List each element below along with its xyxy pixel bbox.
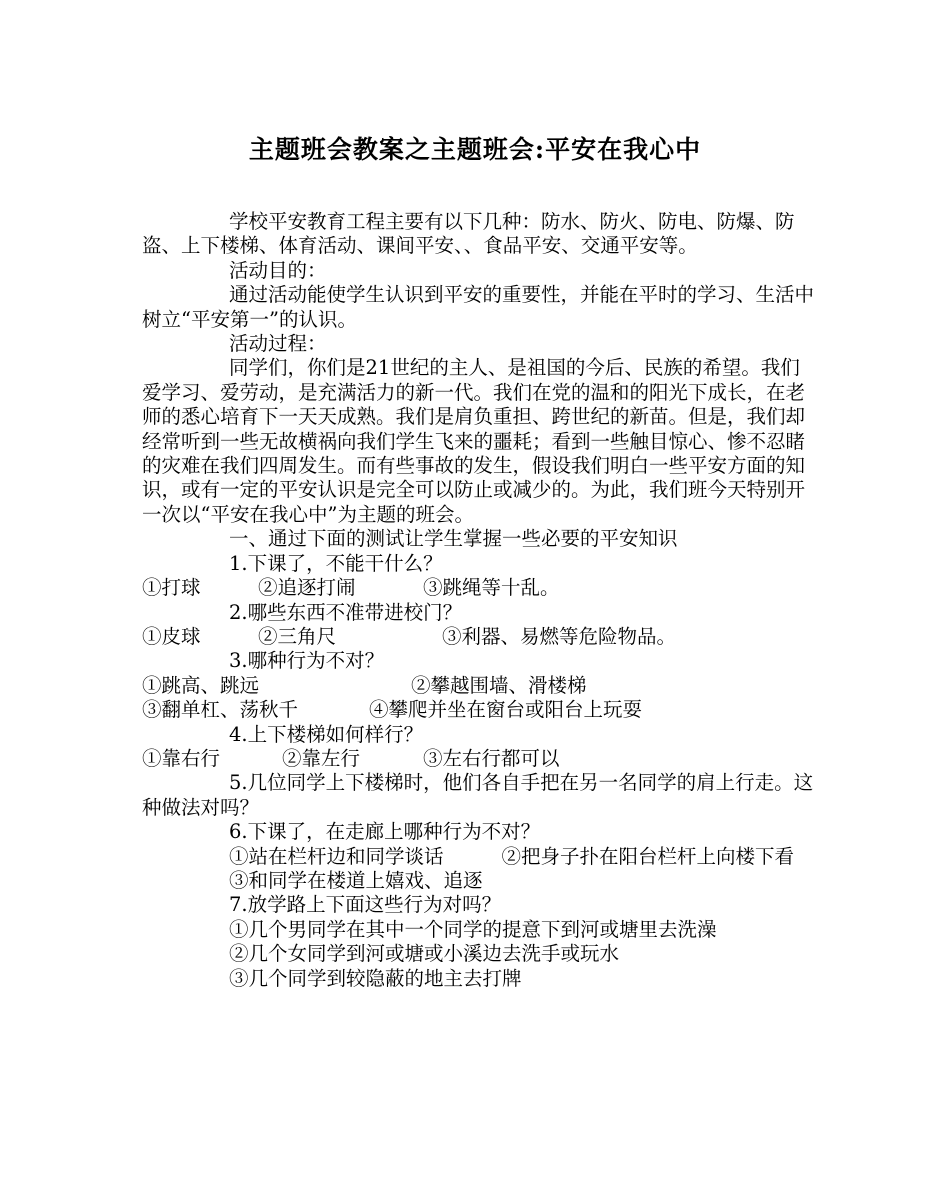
question-4-options	[142, 747, 814, 771]
option: ④攀爬并坐在窗台或阳台上玩耍	[369, 698, 643, 722]
process-heading: 活动过程：	[229, 332, 327, 356]
question-7-option-3: ③几个同学到较隐蔽的地主去打牌	[229, 966, 522, 990]
document-title: 主题班会教案之主题班会:平安在我心中	[248, 135, 702, 164]
question-2: 2.哪些东西不准带进校门？	[229, 600, 463, 624]
question-7: 7.放学路上下面这些行为对吗？	[229, 893, 502, 917]
option: ①打球	[142, 576, 201, 600]
intro-paragraph: 学校平安教育工程主要有以下几种：防水、防火、防电、防爆、防盗、上下楼梯、体育活动、课间平安、、食品平安、交通平安等。	[142, 210, 795, 258]
question-6: 6.下课了，在走廊上哪种行为不对？	[229, 820, 541, 844]
question-6-option-3: ③和同学在楼道上嬉戏、追逐	[229, 868, 483, 892]
question-3: 3.哪种行为不对？	[229, 649, 385, 673]
option: ②靠左行	[282, 746, 361, 770]
goal-heading: 活动目的：	[229, 258, 327, 282]
option: ③左右行都可以	[423, 746, 560, 770]
question-6-options	[142, 845, 814, 869]
question-1-options	[142, 576, 814, 600]
question-2-options	[142, 625, 814, 649]
goal-paragraph: 通过活动能使学生认识到平安的重要性，并能在平时的学习、生活中树立“平安第一”的认识。	[142, 283, 815, 331]
option: ②把身子扑在阳台栏杆上向楼下看	[501, 844, 795, 868]
question-3-options-b	[142, 698, 814, 722]
option: ①站在栏杆边和同学谈话	[229, 844, 444, 868]
option: ①跳高、跳远	[142, 673, 260, 697]
option: ③利器、易燃等危险物品。	[442, 624, 677, 648]
process-paragraph: 同学们，你们是21世纪的主人、是祖国的今后、民族的希望。我们爱学习、爱劳动，是充满活力的新一代。我们在党的温和的阳光下成长，在老师的悉心培育下一天天成熟。我们是肩负重担、跨世纪的新苗。但是，我们却经常听到一些无故横祸向我们学生飞来的噩耗；看到一些触目惊心、惨不忍睹的灾难在我们四周发生。而有些事故的发生，假设我们明白一些平安方面的知识，或有一定的平安认识是完全可以防止或减少的。为此，我们班今天特别开一次以“平安在我心中”为主题的班会。	[142, 356, 806, 526]
option: ③跳绳等十乱。	[423, 576, 560, 600]
question-3-options-a	[142, 674, 814, 698]
question-5: 5.几位同学上下楼梯时，他们各自手把在另一名同学的肩上行走。这种做法对吗？	[142, 771, 814, 819]
option: ①靠右行	[142, 746, 221, 770]
question-7-option-1: ①几个男同学在其中一个同学的提意下到河或塘里去洗澡	[229, 917, 717, 941]
option: ①皮球	[142, 624, 201, 648]
option: ②三角尺	[258, 624, 337, 648]
question-7-option-2: ②几个女同学到河或塘或小溪边去洗手或玩水	[229, 942, 620, 966]
document-body	[142, 210, 814, 991]
option: ②攀越围墙、滑楼梯	[411, 673, 587, 697]
question-4: 4.上下楼梯如何样行？	[229, 722, 424, 746]
option: ②追逐打闹	[258, 576, 356, 600]
option: ③翻单杠、荡秋千	[142, 698, 299, 722]
section-heading: 一、通过下面的测试让学生掌握一些必要的平安知识	[229, 527, 678, 551]
question-1: 1.下课了，不能干什么？	[229, 551, 443, 575]
